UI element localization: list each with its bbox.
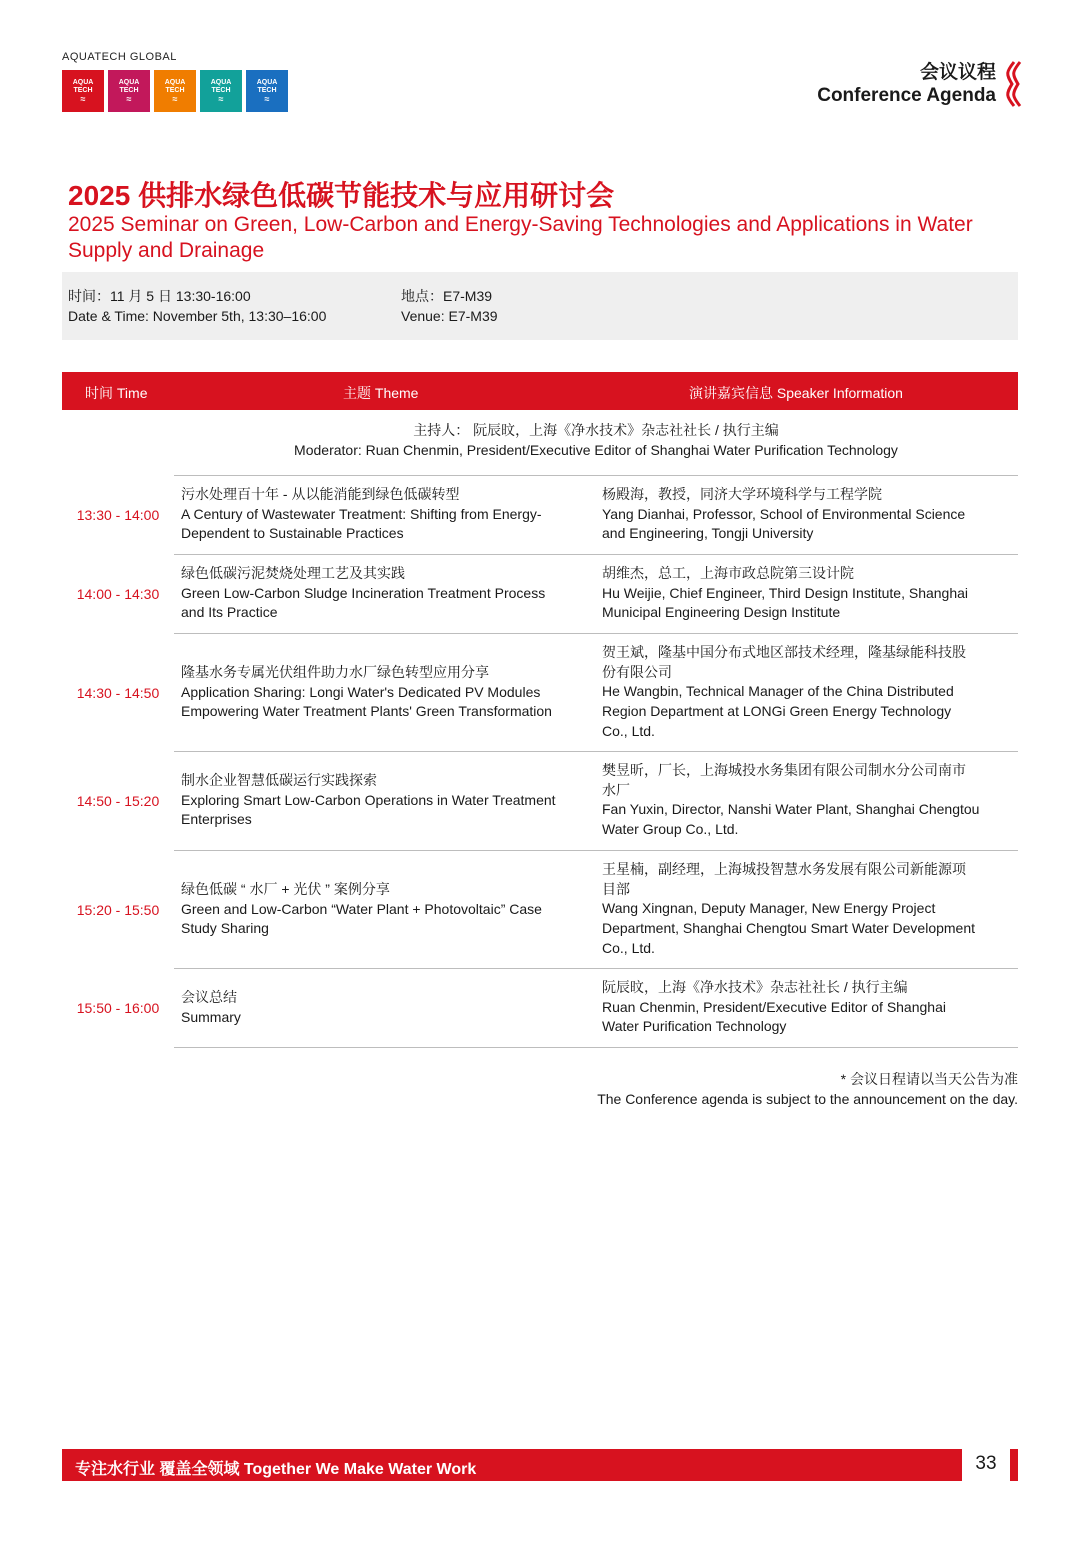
header-speaker: 演讲嘉宾信息 Speaker Information (689, 385, 903, 401)
page-accent-bar (1010, 1449, 1018, 1481)
row-divider (174, 633, 1018, 634)
row-speaker: 王星楠，副经理，上海城投智慧水务发展有限公司新能源项 目部 Wang Xingnan, Deputy Manager, New Energy Project Department, Shanghai Chengtou Smart Water Development Co., Ltd. (602, 861, 976, 956)
venue-en: Venue: E7-M39 (401, 308, 498, 324)
aquatech-logo-2: AQUA TECH ≈ (108, 70, 150, 112)
aquatech-logo-4: AQUA TECH ≈ (200, 70, 242, 112)
row-time: 13:30 - 14:00 (76, 507, 160, 523)
aquatech-logo-5: AQUA TECH ≈ (246, 70, 288, 112)
row-speaker: 樊昱昕，厂长，上海城投水务集团有限公司制水分公司南市 水厂 Fan Yuxin, Director, Nanshi Water Plant, Shanghai Chengtou Water Group Co., Ltd. (602, 762, 980, 838)
aquatech-logo-3: AQUA TECH ≈ (154, 70, 196, 112)
logo-strip (62, 70, 288, 112)
aquatech-logo-1: AQUA TECH ≈ (62, 70, 104, 112)
table-header (62, 372, 1018, 410)
row-theme: 绿色低碳污泥焚烧处理工艺及其实践 Green Low-Carbon Sludge Incineration Treatment Process and Its Practice (181, 565, 546, 621)
row-divider (174, 475, 1018, 476)
row-theme: 污水处理百十年 - 从以能消能到绿色低碳转型 A Century of Wastewater Treatment: Shifting from Energy- Dependent to Sustainable Practices (181, 486, 542, 542)
info-box (62, 272, 1018, 340)
row-theme: 绿色低碳 “ 水厂 + 光伏 ” 案例分享 Green and Low-Carbon “Water Plant + Photovoltaic” Case Study Sharing (181, 881, 542, 937)
section-title-en: Conference Agenda (817, 85, 996, 106)
row-time: 14:00 - 14:30 (76, 586, 160, 602)
footer-slogan: 专注水行业 覆盖全领域 Together We Make Water Work (75, 1461, 477, 1478)
row-speaker: 贺王斌，隆基中国分布式地区部技术经理，隆基绿能科技股 份有限公司 He Wangbin, Technical Manager of the China Distributed Region Department at LONGi Green Energy Technology Co., Ltd. (602, 644, 966, 739)
date-time-en: Date & Time: November 5th, 13:30–16:00 (68, 308, 327, 324)
page-number: 33 (975, 1453, 997, 1474)
row-time: 15:50 - 16:00 (76, 1000, 160, 1016)
row-divider (174, 554, 1018, 555)
row-divider (174, 1047, 1018, 1048)
row-time: 14:50 - 15:20 (76, 793, 160, 809)
row-divider (174, 968, 1018, 969)
row-theme: 制水企业智慧低碳运行实践探索 Exploring Smart Low-Carbon Operations in Water Treatment Enterprises (181, 772, 556, 828)
row-speaker: 胡维杰，总工，上海市政总院第三设计院 Hu Weijie, Chief Engineer, Third Design Institute, Shanghai Municipal Engineering Design Institute (602, 565, 969, 621)
header-time: 时间 Time (85, 385, 148, 401)
row-divider (174, 850, 1018, 851)
row-time: 15:20 - 15:50 (76, 902, 160, 918)
agenda-note (597, 1069, 1018, 1109)
row-theme: 会议总结 Summary (181, 989, 241, 1025)
chevron-mark-icon (1002, 60, 1022, 108)
row-divider (174, 751, 1018, 752)
section-title-cn: 会议议程 (919, 62, 996, 83)
row-speaker: 阮辰旼，上海《净水技术》杂志社社长 / 执行主编 Ruan Chenmin, President/Executive Editor of Shanghai Water Purification Technology (602, 979, 946, 1035)
row-theme: 隆基水务专属光伏组件助力水厂绿色转型应用分享 Application Sharing: Longi Water's Dedicated PV Modules Empowering Water Treatment Plants' Green Transformation (181, 664, 552, 720)
seminar-title-en: 2025 Seminar on Green, Low-Carbon and Energy-Saving Technologies and Applications in Water Supply and Drainage (68, 213, 973, 262)
venue-cn: 地点：E7-M39 (401, 288, 493, 304)
section-header (817, 62, 996, 108)
moderator (174, 420, 1018, 460)
note-cn: * 会议日程请以当天公告为准 (840, 1071, 1018, 1087)
header-theme: 主题 Theme (343, 385, 419, 401)
note-en: The Conference agenda is subject to the announcement on the day. (597, 1091, 1018, 1107)
footer-bar (62, 1449, 962, 1481)
date-time-cn: 时间：11 月 5 日 13:30-16:00 (68, 288, 251, 304)
row-speaker: 杨殿海，教授，同济大学环境科学与工程学院 Yang Dianhai, Professor, School of Environmental Science and Engineering, Tongji University (602, 486, 966, 542)
brand-label: AQUATECH GLOBAL (62, 51, 177, 63)
moderator-cn: 主持人： 阮辰旼，上海《净水技术》杂志社社长 / 执行主编 (413, 422, 779, 438)
row-time: 14:30 - 14:50 (76, 685, 160, 701)
moderator-en: Moderator: Ruan Chenmin, President/Executive Editor of Shanghai Water Purification Technology (294, 442, 898, 458)
seminar-title-cn: 2025 供排水绿色低碳节能技术与应用研讨会 (68, 180, 615, 211)
